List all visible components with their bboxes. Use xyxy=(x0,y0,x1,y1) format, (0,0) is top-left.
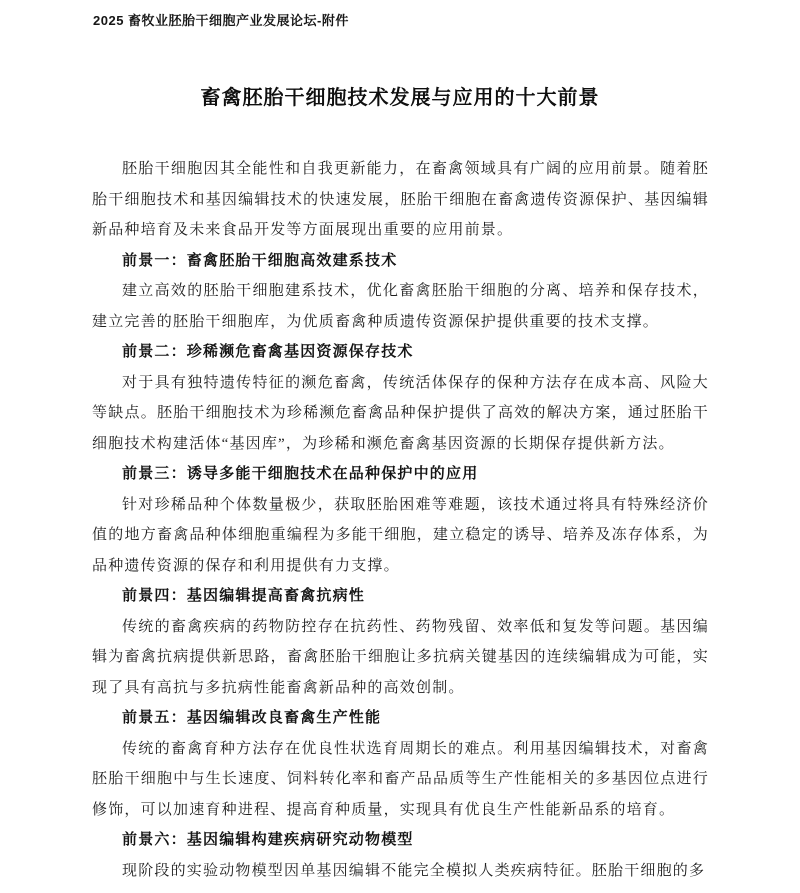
section-paragraph: 针对珍稀品种个体数量极少，获取胚胎困难等难题，该技术通过将具有特殊经济价值的地方畜禽品种体细胞重编程为多能干细胞，建立稳定的诱导、培养及冻存体系，为品种遗传资源的保存和利用提供有力支撑。 xyxy=(92,496,709,574)
section-paragraph: 传统的畜禽疾病的药物防控存在抗药性、药物残留、效率低和复发等问题。基因编辑为畜禽抗病提供新思路，畜禽胚胎干细胞让多抗病关键基因的连续编辑成为可能，实现了具有高抗与多抗病性能畜禽新品种的高效创制。 xyxy=(92,618,709,696)
section-paragraph: 现阶段的实验动物模型因单基因编辑不能完全模拟人类疾病特征。胚胎干细胞的多 xyxy=(122,862,706,879)
section-heading: 前景五：基因编辑改良畜禽生产性能 xyxy=(122,710,382,726)
section-2 xyxy=(92,337,709,459)
section-heading: 前景一：畜禽胚胎干细胞高效建系技术 xyxy=(122,252,398,269)
section-heading: 前景四：基因编辑提高畜禽抗病性 xyxy=(122,588,366,604)
section-paragraph: 建立高效的胚胎干细胞建系技术，优化畜禽胚胎干细胞的分离、培养和保存技术，建立完善的胚胎干细胞库，为优质畜禽种质遗传资源保护提供重要的技术支撑。 xyxy=(92,283,709,330)
intro-paragraph: 胚胎干细胞因其全能性和自我更新能力，在畜禽领域具有广阔的应用前景。随着胚胎干细胞技术和基因编辑技术的快速发展，胚胎干细胞在畜禽遗传资源保护、基因编辑新品种培育及未来食品开发等方面展现出重要的应用前景。 xyxy=(92,161,709,238)
section-heading: 前景三：诱导多能干细胞技术在品种保护中的应用 xyxy=(122,466,479,482)
section-paragraph: 对于具有独特遗传特征的濒危畜禽，传统活体保存的保种方法存在成本高、风险大等缺点。胚胎干细胞技术为珍稀濒危畜禽品种保护提供了高效的解决方案，通过胚胎干细胞技术构建活体“基因库”，为珍稀和濒危畜禽基因资源的长期保存提供新方法。 xyxy=(92,374,709,452)
section-3 xyxy=(92,459,709,581)
document-body xyxy=(92,154,709,886)
section-heading: 前景六：基因编辑构建疾病研究动物模型 xyxy=(122,832,414,848)
document-title: 畜禽胚胎干细胞技术发展与应用的十大前景 xyxy=(200,87,600,109)
section-4 xyxy=(92,581,709,703)
document-header: 2025 畜牧业胚胎干细胞产业发展论坛-附件 xyxy=(93,13,349,28)
section-6 xyxy=(92,825,709,886)
section-heading: 前景二：珍稀濒危畜禽基因资源保存技术 xyxy=(122,344,414,360)
section-5 xyxy=(92,703,709,825)
section-paragraph: 传统的畜禽育种方法存在优良性状选育周期长的难点。利用基因编辑技术，对畜禽胚胎干细胞中与生长速度、饲料转化率和畜产品品质等生产性能相关的多基因位点进行修饰，可以加速育种进程、提高育种质量，实现具有优良生产性能新品系的培育。 xyxy=(92,740,709,818)
section-1 xyxy=(92,246,709,338)
